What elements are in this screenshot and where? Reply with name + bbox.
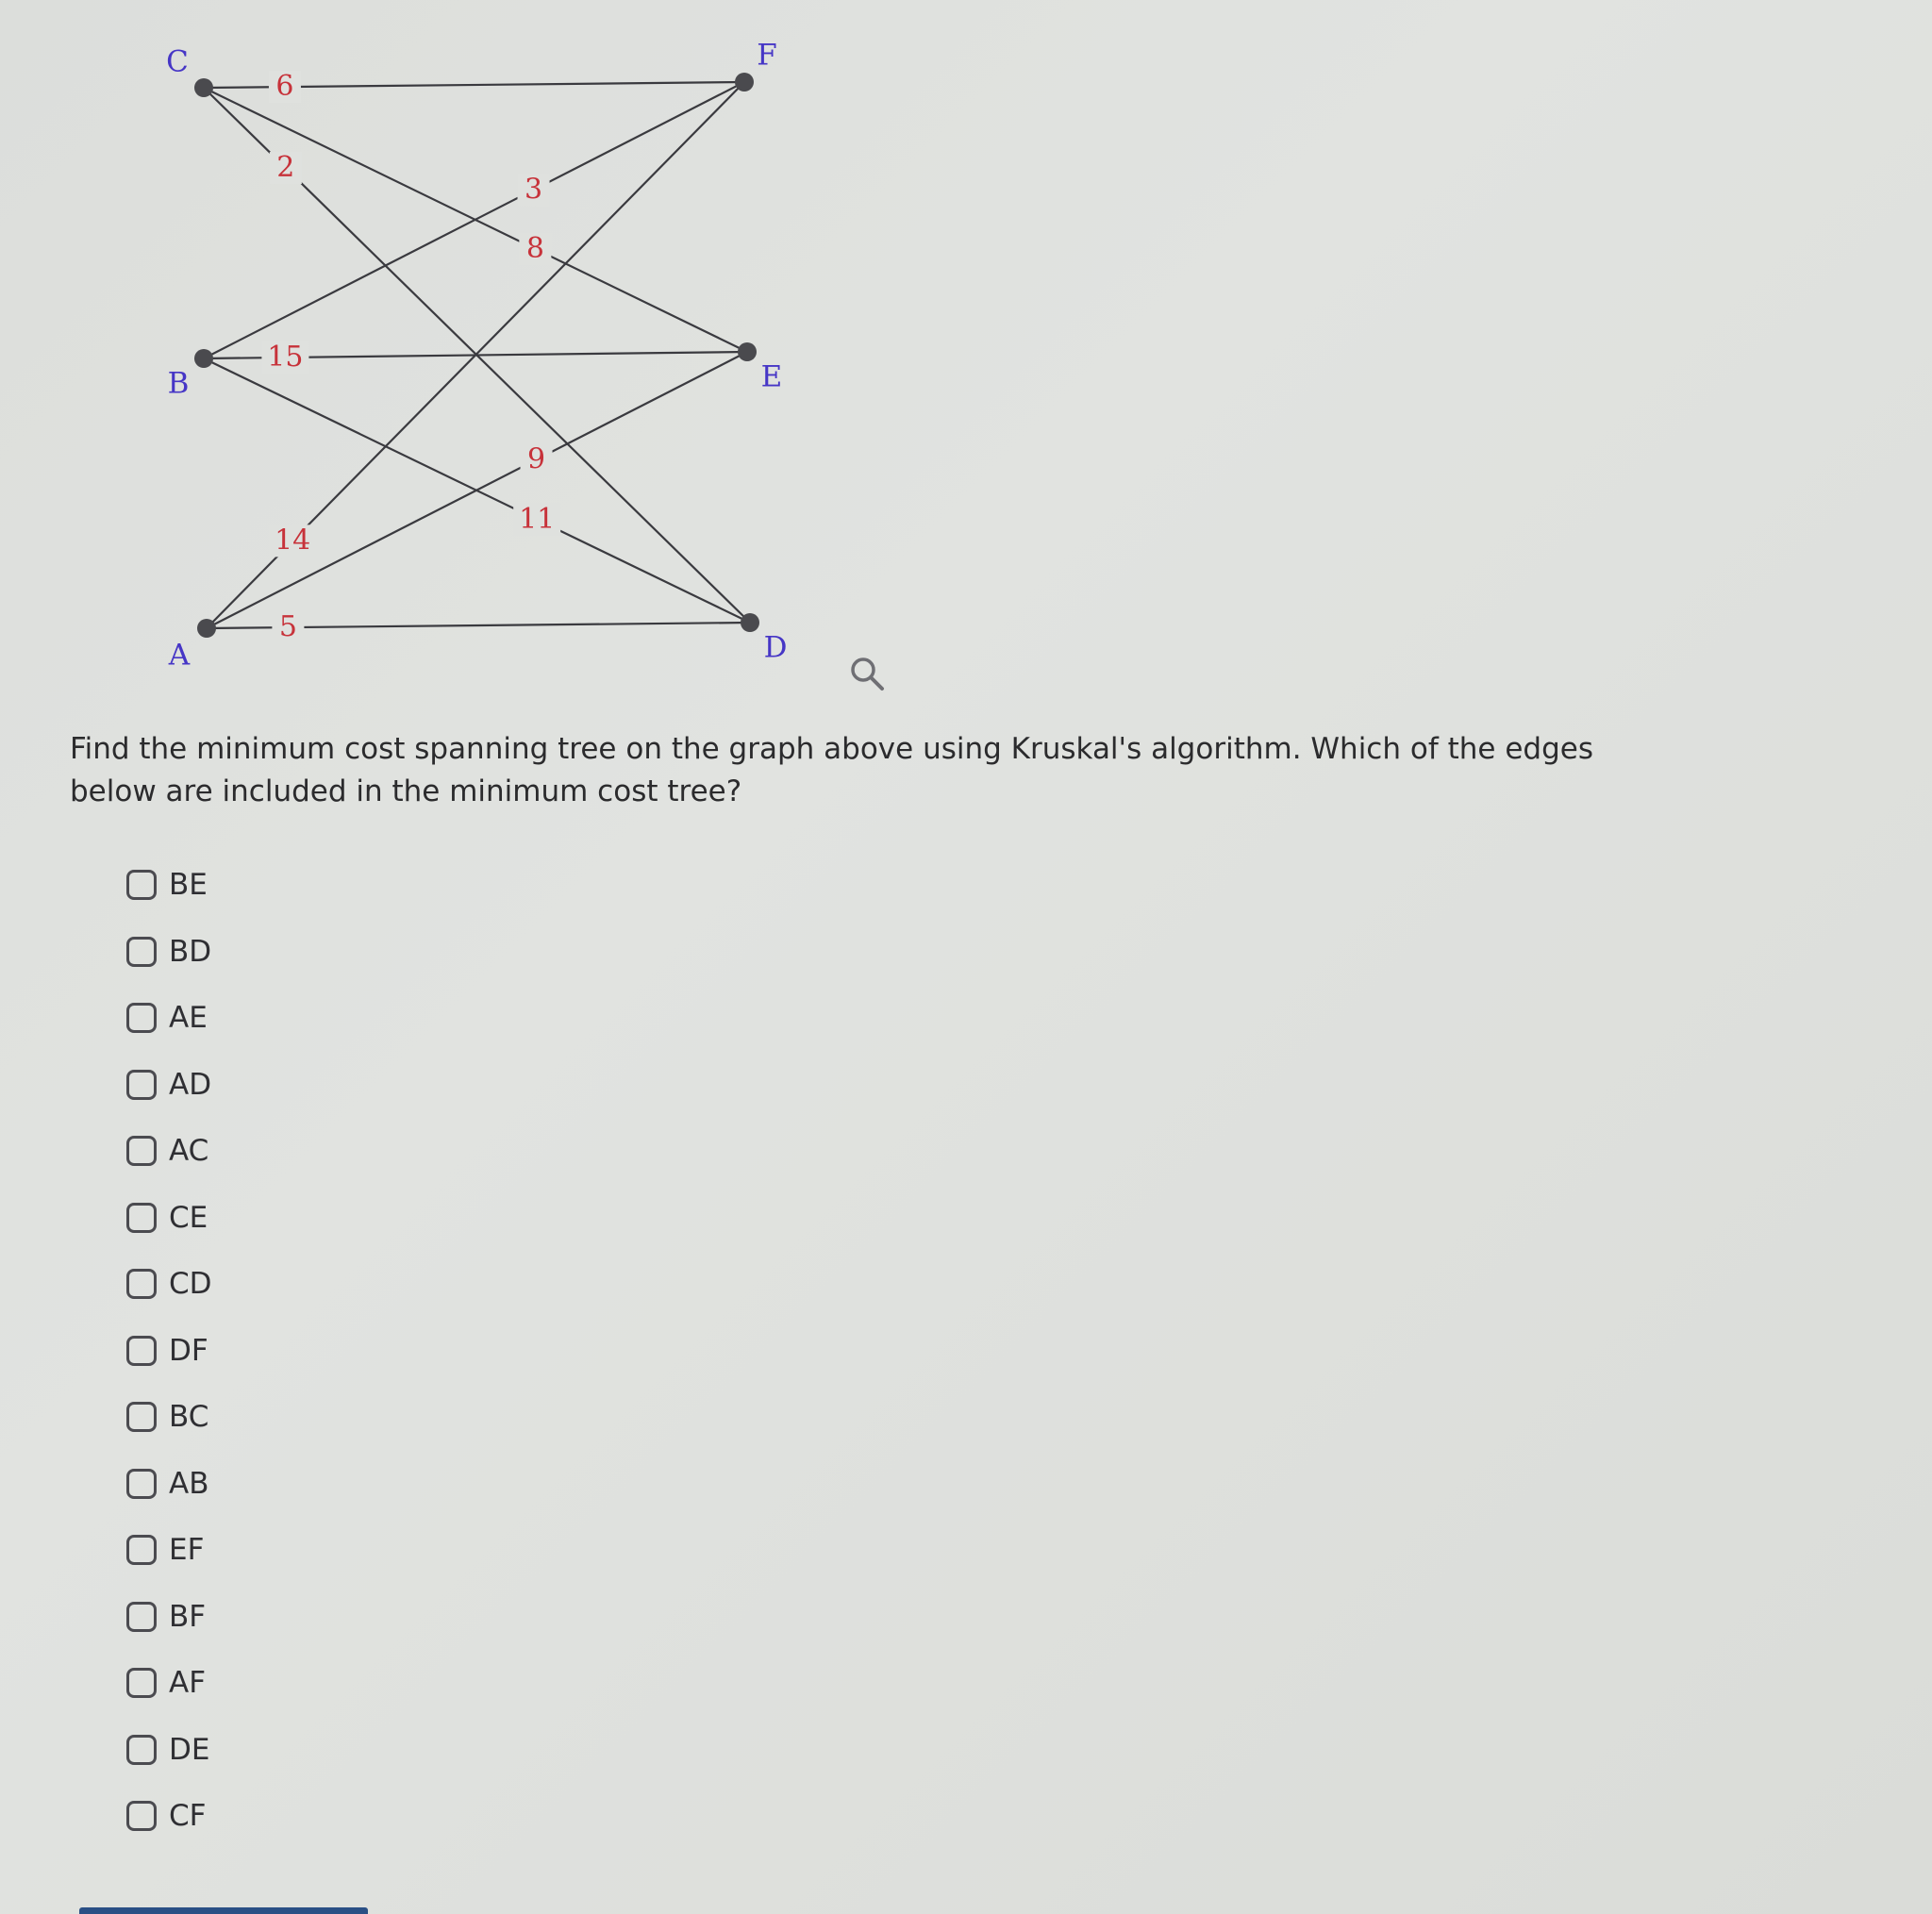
checkbox[interactable] xyxy=(126,1535,157,1565)
vertex-label-e: E xyxy=(760,359,783,394)
checkbox[interactable] xyxy=(126,937,157,967)
option-cd[interactable] xyxy=(126,1251,212,1318)
checkbox[interactable] xyxy=(126,870,157,900)
vertex-label-b: B xyxy=(167,366,190,401)
option-label: CD xyxy=(169,1267,212,1302)
option-label: DF xyxy=(169,1333,208,1368)
edge-weight-be: 15 xyxy=(267,340,304,374)
checkbox[interactable] xyxy=(126,1269,157,1299)
option-df[interactable] xyxy=(126,1318,212,1385)
option-bf[interactable] xyxy=(126,1584,212,1651)
edge-weight-cf: 6 xyxy=(275,70,294,104)
option-de[interactable] xyxy=(126,1717,212,1784)
checkbox[interactable] xyxy=(126,1402,157,1432)
option-label: AC xyxy=(169,1134,209,1169)
option-label: CF xyxy=(169,1799,207,1834)
option-af[interactable] xyxy=(126,1650,212,1717)
option-label: BF xyxy=(169,1599,207,1634)
checkbox[interactable] xyxy=(126,1801,157,1831)
edge-bd xyxy=(204,358,750,623)
option-bd[interactable] xyxy=(126,919,212,986)
vertex-f xyxy=(735,73,754,92)
option-ef[interactable] xyxy=(126,1517,212,1584)
edge-weight-af: 14 xyxy=(275,524,311,558)
submit-button-edge[interactable] xyxy=(79,1907,368,1914)
edge-bf xyxy=(204,82,744,358)
option-ab[interactable] xyxy=(126,1451,212,1518)
question-text: Find the minimum cost spanning tree on the graph above using Kruskal's algorithm. Which of the edges below are included in the minimum cost tree? xyxy=(70,732,1593,808)
checkbox[interactable] xyxy=(126,1469,157,1499)
option-cf[interactable] xyxy=(126,1783,212,1850)
vertex-c xyxy=(194,78,213,97)
checkbox[interactable] xyxy=(126,1003,157,1033)
edge-weight-bd: 11 xyxy=(519,502,556,536)
option-label: AF xyxy=(169,1666,207,1701)
checkbox[interactable] xyxy=(126,1336,157,1366)
option-be[interactable] xyxy=(126,852,212,919)
vertex-label-f: F xyxy=(757,38,777,73)
magnifier-icon[interactable] xyxy=(847,654,887,693)
option-ac[interactable] xyxy=(126,1118,212,1185)
checkbox[interactable] xyxy=(126,1136,157,1166)
answer-options xyxy=(126,852,212,1850)
option-label: DE xyxy=(169,1732,210,1767)
checkbox[interactable] xyxy=(126,1668,157,1698)
vertex-label-a: A xyxy=(168,638,191,673)
option-label: BC xyxy=(169,1400,209,1435)
vertex-d xyxy=(741,613,759,632)
vertex-a xyxy=(197,619,216,638)
option-bc[interactable] xyxy=(126,1384,212,1451)
edge-weight-bf: 3 xyxy=(524,173,543,207)
checkbox[interactable] xyxy=(126,1070,157,1100)
vertex-b xyxy=(194,349,213,368)
vertex-e xyxy=(738,342,757,361)
option-label: AE xyxy=(169,1001,208,1036)
edge-weight-cd: 2 xyxy=(276,151,295,185)
checkbox[interactable] xyxy=(126,1735,157,1765)
option-label: BD xyxy=(169,934,212,969)
edge-weight-ae: 9 xyxy=(526,442,546,476)
edge-weight-ce: 8 xyxy=(525,231,544,265)
checkbox[interactable] xyxy=(126,1602,157,1632)
option-ae[interactable] xyxy=(126,985,212,1052)
vertex-label-c: C xyxy=(166,44,189,79)
option-label: AB xyxy=(169,1466,209,1501)
checkbox[interactable] xyxy=(126,1203,157,1233)
vertex-label-d: D xyxy=(763,630,788,665)
edge-ce xyxy=(204,88,747,352)
option-label: CE xyxy=(169,1200,208,1235)
option-ce[interactable] xyxy=(126,1185,212,1252)
option-label: BE xyxy=(169,868,208,903)
edge-weight-ad: 5 xyxy=(278,610,297,644)
option-label: AD xyxy=(169,1067,212,1102)
option-label: EF xyxy=(169,1533,205,1568)
option-ad[interactable] xyxy=(126,1052,212,1119)
graph-diagram xyxy=(0,0,849,689)
